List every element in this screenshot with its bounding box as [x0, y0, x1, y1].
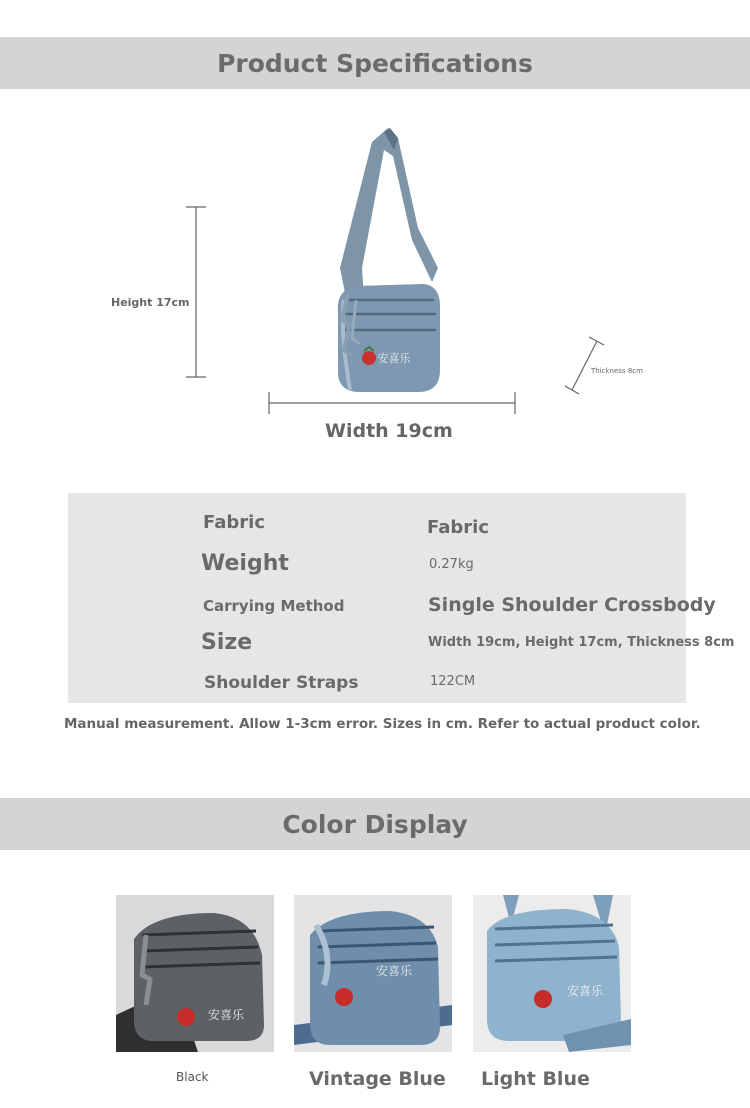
color-caption-light-blue: Light Blue: [481, 1068, 590, 1090]
spec-value-weight: 0.27kg: [429, 557, 474, 572]
bag-logo-text: 安喜乐: [377, 352, 411, 365]
product-diagram: [0, 100, 750, 460]
thickness-label: Thickness 8cm: [591, 367, 643, 375]
height-label: Height 17cm: [111, 296, 190, 309]
measurement-note: Manual measurement. Allow 1-3cm error. Sizes in cm. Refer to actual product color.: [64, 716, 701, 732]
color-thumbnail-light-blue[interactable]: [473, 895, 631, 1052]
color-thumbnail-vintage-blue[interactable]: [294, 895, 452, 1052]
section-title: Product Specifications: [217, 48, 533, 78]
width-label: Width 19cm: [325, 420, 453, 442]
color-display-header: [0, 798, 750, 850]
spec-value-size: Width 19cm, Height 17cm, Thickness 8cm: [428, 635, 735, 650]
product-specifications-header: [0, 37, 750, 89]
spec-label-size: Size: [201, 630, 253, 655]
color-thumbnail-black[interactable]: [116, 895, 274, 1052]
section-title: Color Display: [282, 809, 468, 839]
bag-logo-text: 安喜乐: [207, 1008, 245, 1022]
height-dimension-line: [186, 207, 206, 377]
color-caption-black: Black: [176, 1070, 209, 1084]
spec-value-carrying-method: Single Shoulder Crossbody: [428, 594, 716, 616]
bag-logo-text: 安喜乐: [566, 984, 604, 998]
spec-label-shoulder-straps: Shoulder Straps: [204, 673, 359, 693]
spec-value-shoulder-straps: 122CM: [430, 674, 476, 689]
bag-illustration: [338, 128, 440, 392]
spec-label-fabric: Fabric: [203, 512, 265, 533]
spec-value-fabric: Fabric: [427, 517, 489, 538]
thickness-dimension-line: [565, 337, 604, 394]
color-caption-vintage-blue: Vintage Blue: [309, 1068, 446, 1090]
spec-label-weight: Weight: [201, 551, 289, 576]
spec-label-carrying-method: Carrying Method: [203, 597, 345, 615]
bag-logo-text: 安喜乐: [375, 964, 413, 978]
width-dimension-line: [269, 392, 515, 414]
